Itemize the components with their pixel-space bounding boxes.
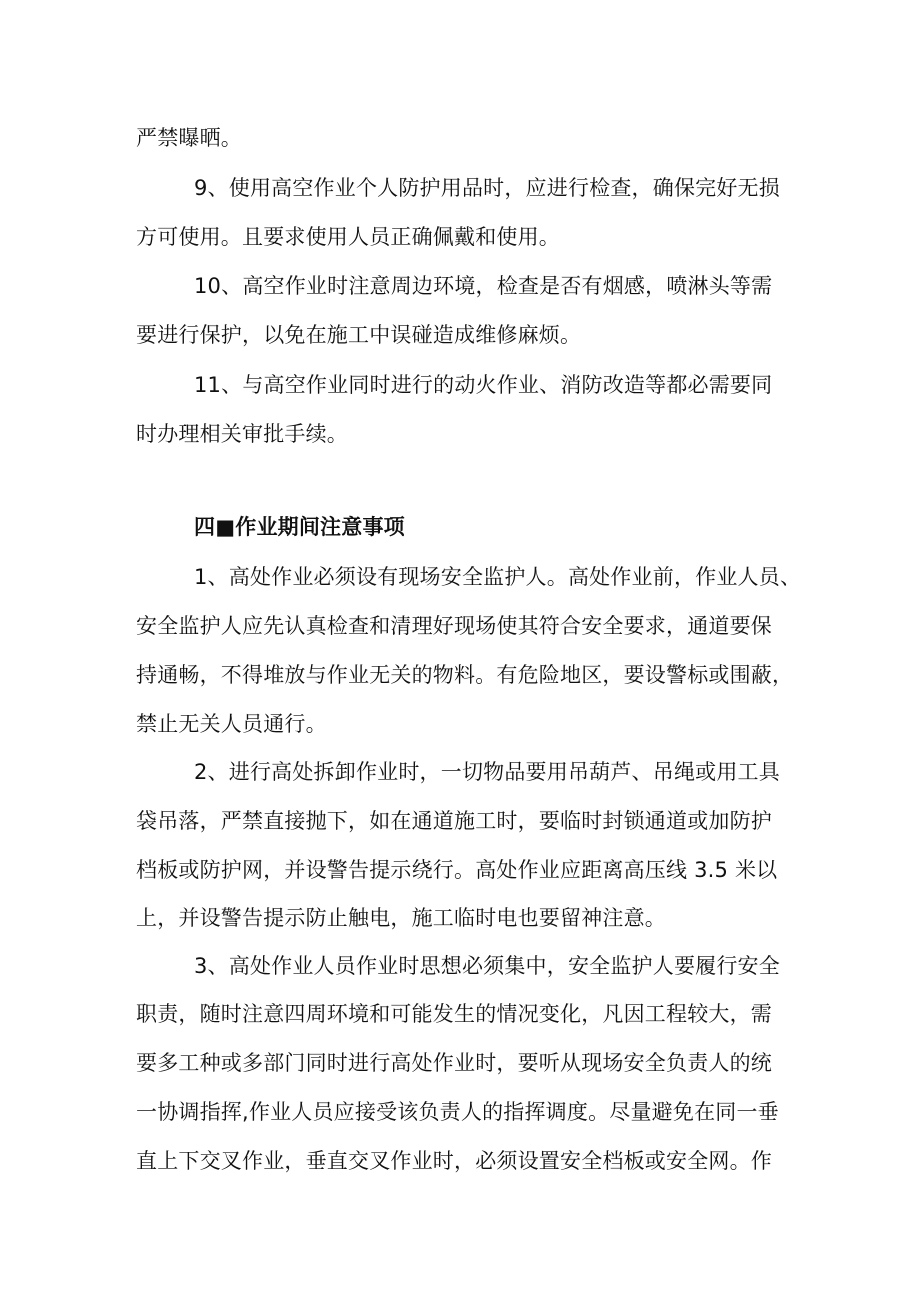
section-heading: 四■作业期间注意事项	[194, 515, 405, 539]
text-line: 要多工种或多部门同时进行高处作业时，要听从现场安全负责人的统	[136, 1051, 772, 1075]
text-line: 直上下交叉作业，垂直交叉作业时，必须设置安全档板或安全网。作	[136, 1149, 772, 1173]
text-line: 1、高处作业必须设有现场安全监护人。高处作业前，作业人员、	[194, 565, 802, 589]
text-line: 职责，随时注意四周环境和可能发生的情况变化，凡因工程较大，需	[136, 1002, 772, 1026]
text-line: 9、使用高空作业个人防护用品时，应进行检查，确保完好无损	[194, 176, 780, 200]
text-line: 3、高处作业人员作业时思想必须集中，安全监护人要履行安全	[194, 954, 780, 978]
text-line: 10、高空作业时注意周边环境，检查是否有烟感，喷淋头等需	[194, 274, 773, 298]
text-line: 时办理相关审批手续。	[136, 422, 348, 446]
text-line: 安全监护人应先认真检查和清理好现场使其符合安全要求，通道要保	[136, 614, 772, 638]
text-line: 要进行保护，以免在施工中误碰造成维修麻烦。	[136, 323, 582, 347]
text-line: 方可使用。且要求使用人员正确佩戴和使用。	[136, 225, 560, 249]
text-line: 2、进行高处拆卸作业时，一切物品要用吊葫芦、吊绳或用工具	[194, 760, 780, 784]
text-line: 11、与高空作业同时进行的动火作业、消防改造等都必需要同	[194, 373, 773, 397]
text-line: 袋吊落，严禁直接抛下，如在通道施工时，要临时封锁通道或加防护	[136, 809, 772, 833]
text-line: 上，并设警告提示防止触电，施工临时电也要留神注意。	[136, 906, 666, 930]
text-line: 禁止无关人员通行。	[136, 712, 327, 736]
text-line: 档板或防护网，并设警告提示绕行。高处作业应距离高压线 3.5 米以	[136, 858, 778, 882]
text-line: 持通畅，不得堆放与作业无关的物料。有危险地区，要设警标或围蔽，	[136, 663, 794, 687]
text-line: 一协调指挥,作业人员应接受该负责人的指挥调度。尽量避免在同一垂	[136, 1100, 779, 1124]
text-line: 严禁曝晒。	[136, 126, 242, 150]
